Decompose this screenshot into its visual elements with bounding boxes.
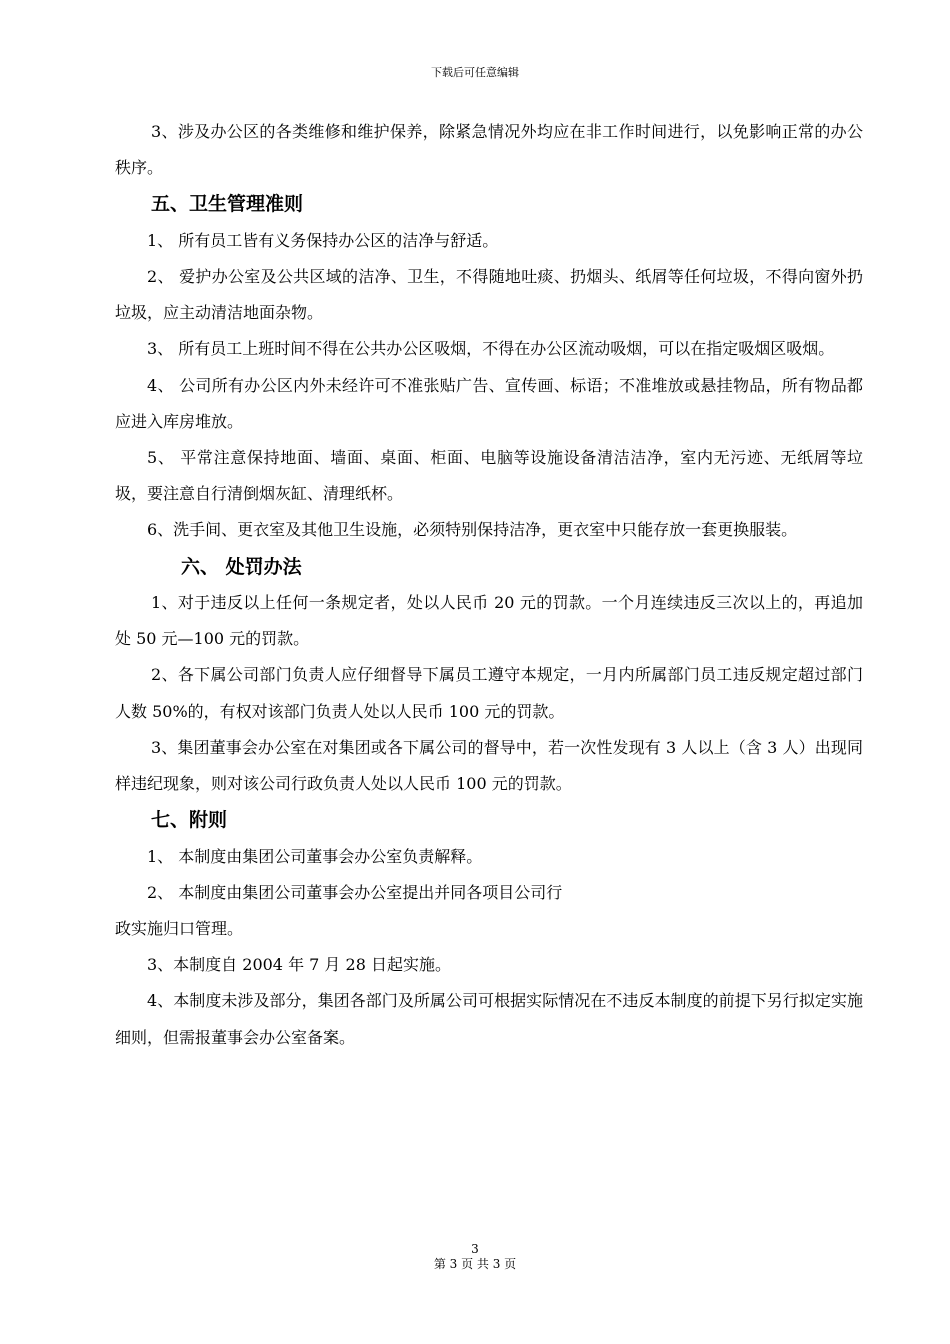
paragraph: 3、 所有员工上班时间不得在公共办公区吸烟，不得在办公区流动吸烟，可以在指定吸烟区吸烟。 <box>147 339 835 359</box>
paragraph: 2、 爱护办公室及公共区域的洁净、卫生，不得随地吐痰、扔烟头、纸屑等任何垃圾，不得向窗外扔垃圾，应主动清洁地面杂物。 <box>115 267 863 323</box>
page-count-label: 第 3 页 共 3 页 <box>433 1257 517 1271</box>
paragraph: 4、本制度未涉及部分，集团各部门及所属公司可根据实际情况在不违反本制度的前提下另行拟定实施细则，但需报董事会办公室备案。 <box>115 991 863 1047</box>
paragraph: 4、 公司所有办公区内外未经许可不准张贴广告、宣传画、标语；不准堆放或悬挂物品，所有物品都应进入库房堆放。 <box>115 375 863 431</box>
paragraph: 1、 本制度由集团公司董事会办公室负责解释。 <box>147 846 483 866</box>
paragraph: 2、各下属公司部门负责人应仔细督导下属员工遵守本规定，一月内所属部门员工违反规定超过部门人数 50%的，有权对该部门负责人处以人民币 100 元的罚款。 <box>115 665 863 721</box>
paragraph: 政实施归口管理。 <box>115 919 244 939</box>
paragraph: 3、涉及办公区的各类维修和维护保养，除紧急情况外均应在非工作时间进行，以免影响正常的办公秩序。 <box>115 122 863 178</box>
paragraph: 1、 所有员工皆有义务保持办公区的洁净与舒适。 <box>147 230 499 250</box>
paragraph: 5、 平常注意保持地面、墙面、桌面、柜面、电脑等设施设备清洁洁净，室内无污迹、无纸屑等垃圾，要注意自行清倒烟灰缸、清理纸杯。 <box>115 448 863 504</box>
page-header: 下载后可任意编辑 <box>431 66 519 79</box>
paragraph: 6、洗手间、更衣室及其他卫生设施，必须特别保持洁净，更衣室中只能存放一套更换服装。 <box>147 520 798 540</box>
section-heading: 六、 处罚办法 <box>181 555 302 578</box>
paragraph: 3、本制度自 2004 年 7 月 28 日起实施。 <box>147 955 451 975</box>
section-heading: 七、附则 <box>151 809 228 832</box>
section-heading: 五、卫生管理准则 <box>151 193 304 216</box>
paragraph: 2、 本制度由集团公司董事会办公室提出并同各项目公司行 <box>147 882 563 902</box>
paragraph: 3、集团董事会办公室在对集团或各下属公司的督导中，若一次性发现有 3 人以上（含 3 人）出现同样违纪现象，则对该公司行政负责人处以人民币 100 元的罚款。 <box>115 737 863 794</box>
page-number: 3 <box>471 1242 479 1256</box>
document-body <box>115 114 863 1056</box>
paragraph: 1、对于违反以上任何一条规定者，处以人民币 20 元的罚款。一个月连续违反三次以上的，再追加处 50 元—100 元的罚款。 <box>115 593 863 649</box>
